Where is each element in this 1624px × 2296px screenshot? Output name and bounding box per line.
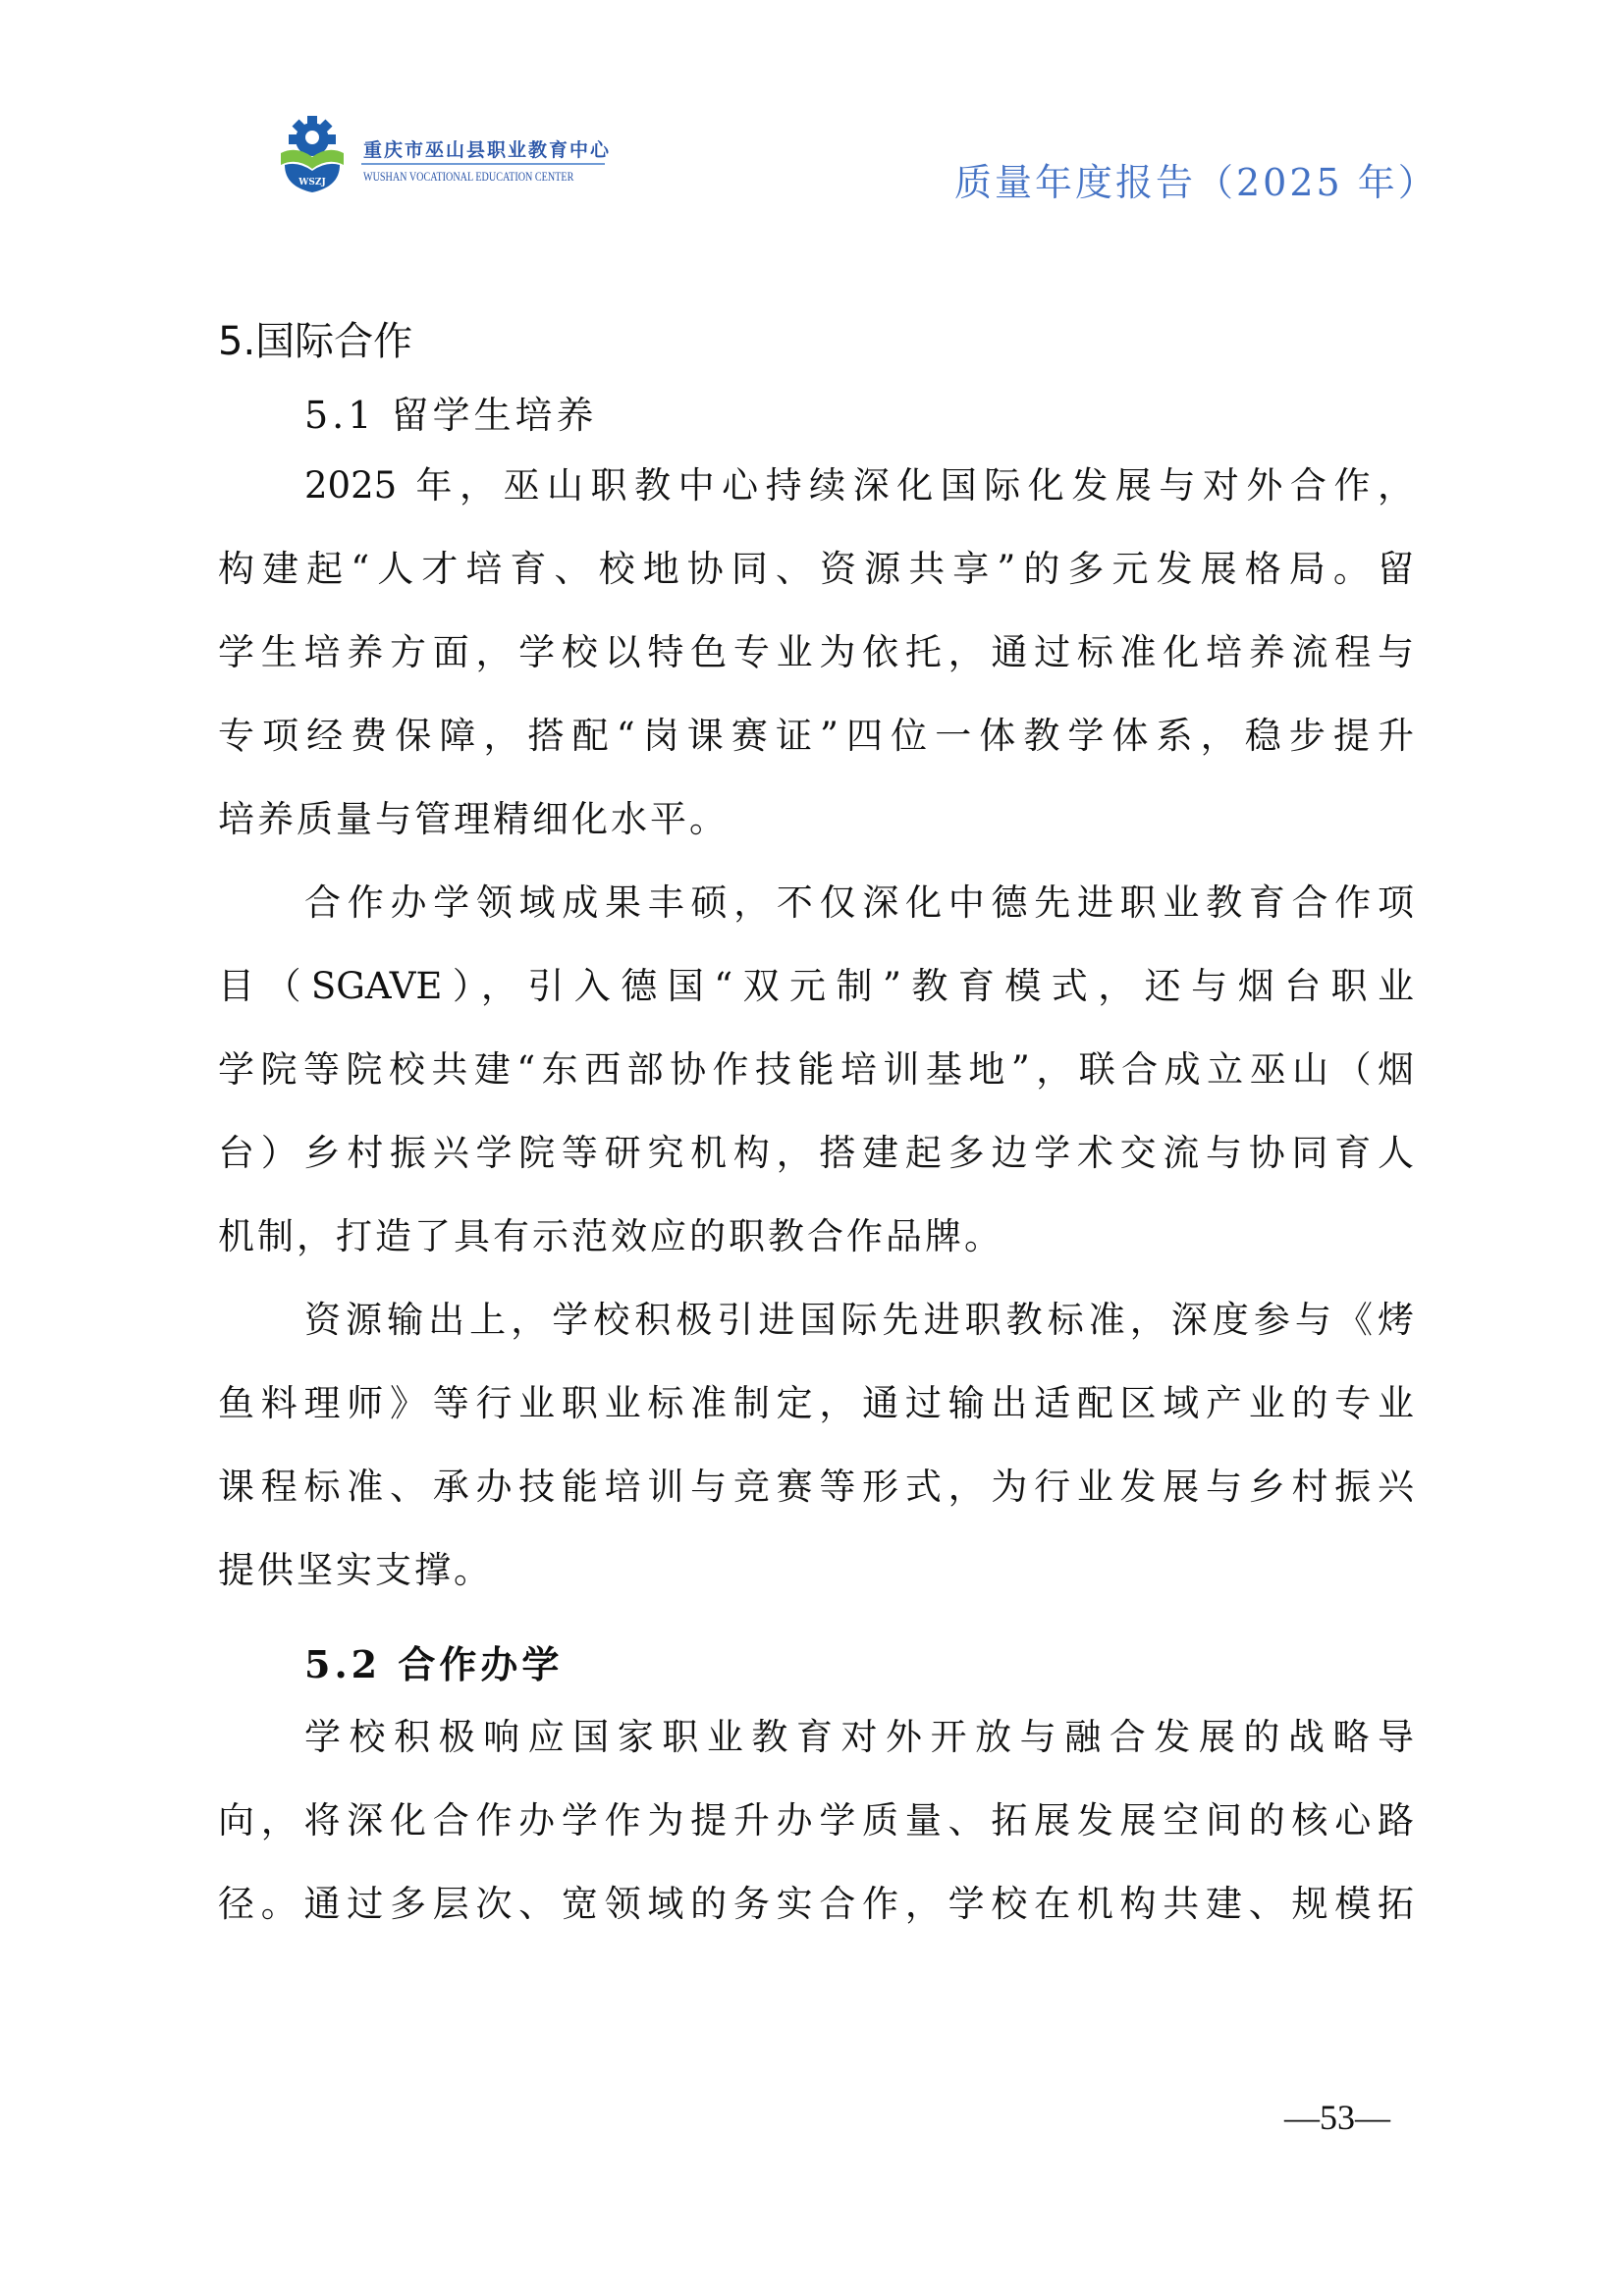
paragraph-line: 课程标准、承办技能培训与竞赛等形式，为行业发展与乡村振兴 [218, 1466, 1414, 1508]
paragraph-line: 合作办学领域成果丰硕，不仅深化中德先进职业教育合作项 [304, 881, 1414, 924]
paragraph-line: 鱼料理师》等行业职业标准制定，通过输出适配区域产业的专业 [218, 1382, 1414, 1424]
paragraph-line: 2025 年，巫山职教中心持续深化国际化发展与对外合作， [304, 464, 1414, 507]
school-name-en: WUSHAN VOCATIONAL EDUCATION CENTER [363, 169, 574, 184]
paragraph-line: 构建起“人才培育、校地协同、资源共享”的多元发展格局。留 [218, 548, 1414, 590]
paragraph-line: 学院等院校共建“东西部协作技能培训基地”，联合成立巫山（烟 [218, 1048, 1414, 1091]
paragraph-line: 径。通过多层次、宽领域的务实合作，学校在机构共建、规模拓 [218, 1883, 1414, 1925]
report-title: 质量年度报告（2025 年） [954, 161, 1438, 204]
svg-text:WSZJ: WSZJ [298, 178, 326, 187]
subsection-title-5-2: 5.2 合作办学 [304, 1642, 564, 1686]
school-name-cn: 重庆市巫山县职业教育中心 [363, 139, 612, 161]
paragraph-line: 提供坚实支撑。 [218, 1549, 493, 1591]
page-number: —53— [1284, 2098, 1390, 2137]
paragraph-line: 学校积极响应国家职业教育对外开放与融合发展的战略导 [304, 1716, 1414, 1758]
section-title: 5.国际合作 [218, 319, 413, 364]
paragraph-line: 学生培养方面，学校以特色专业为依托，通过标准化培养流程与 [218, 631, 1414, 673]
paragraph-line: 专项经费保障，搭配“岗课赛证”四位一体教学体系，稳步提升 [218, 715, 1414, 757]
gear-book-logo-icon [277, 114, 348, 196]
paragraph-line: 向，将深化合作办学作为提升办学质量、拓展发展空间的核心路 [218, 1799, 1414, 1842]
logo-divider [361, 163, 605, 165]
subsection-title-5-1: 5.1 留学生培养 [304, 394, 598, 437]
paragraph-line: 台）乡村振兴学院等研究机构，搭建起多边学术交流与协同育人 [218, 1132, 1414, 1174]
paragraph-line: 资源输出上，学校积极引进国际先进职教标准，深度参与《烤 [304, 1299, 1414, 1341]
paragraph-line: 目（SGAVE），引入德国“双元制”教育模式，还与烟台职业 [218, 965, 1414, 1007]
paragraph-line: 机制，打造了具有示范效应的职教合作品牌。 [218, 1215, 1003, 1257]
school-logo [277, 114, 612, 200]
paragraph-line: 培养质量与管理精细化水平。 [218, 798, 729, 840]
